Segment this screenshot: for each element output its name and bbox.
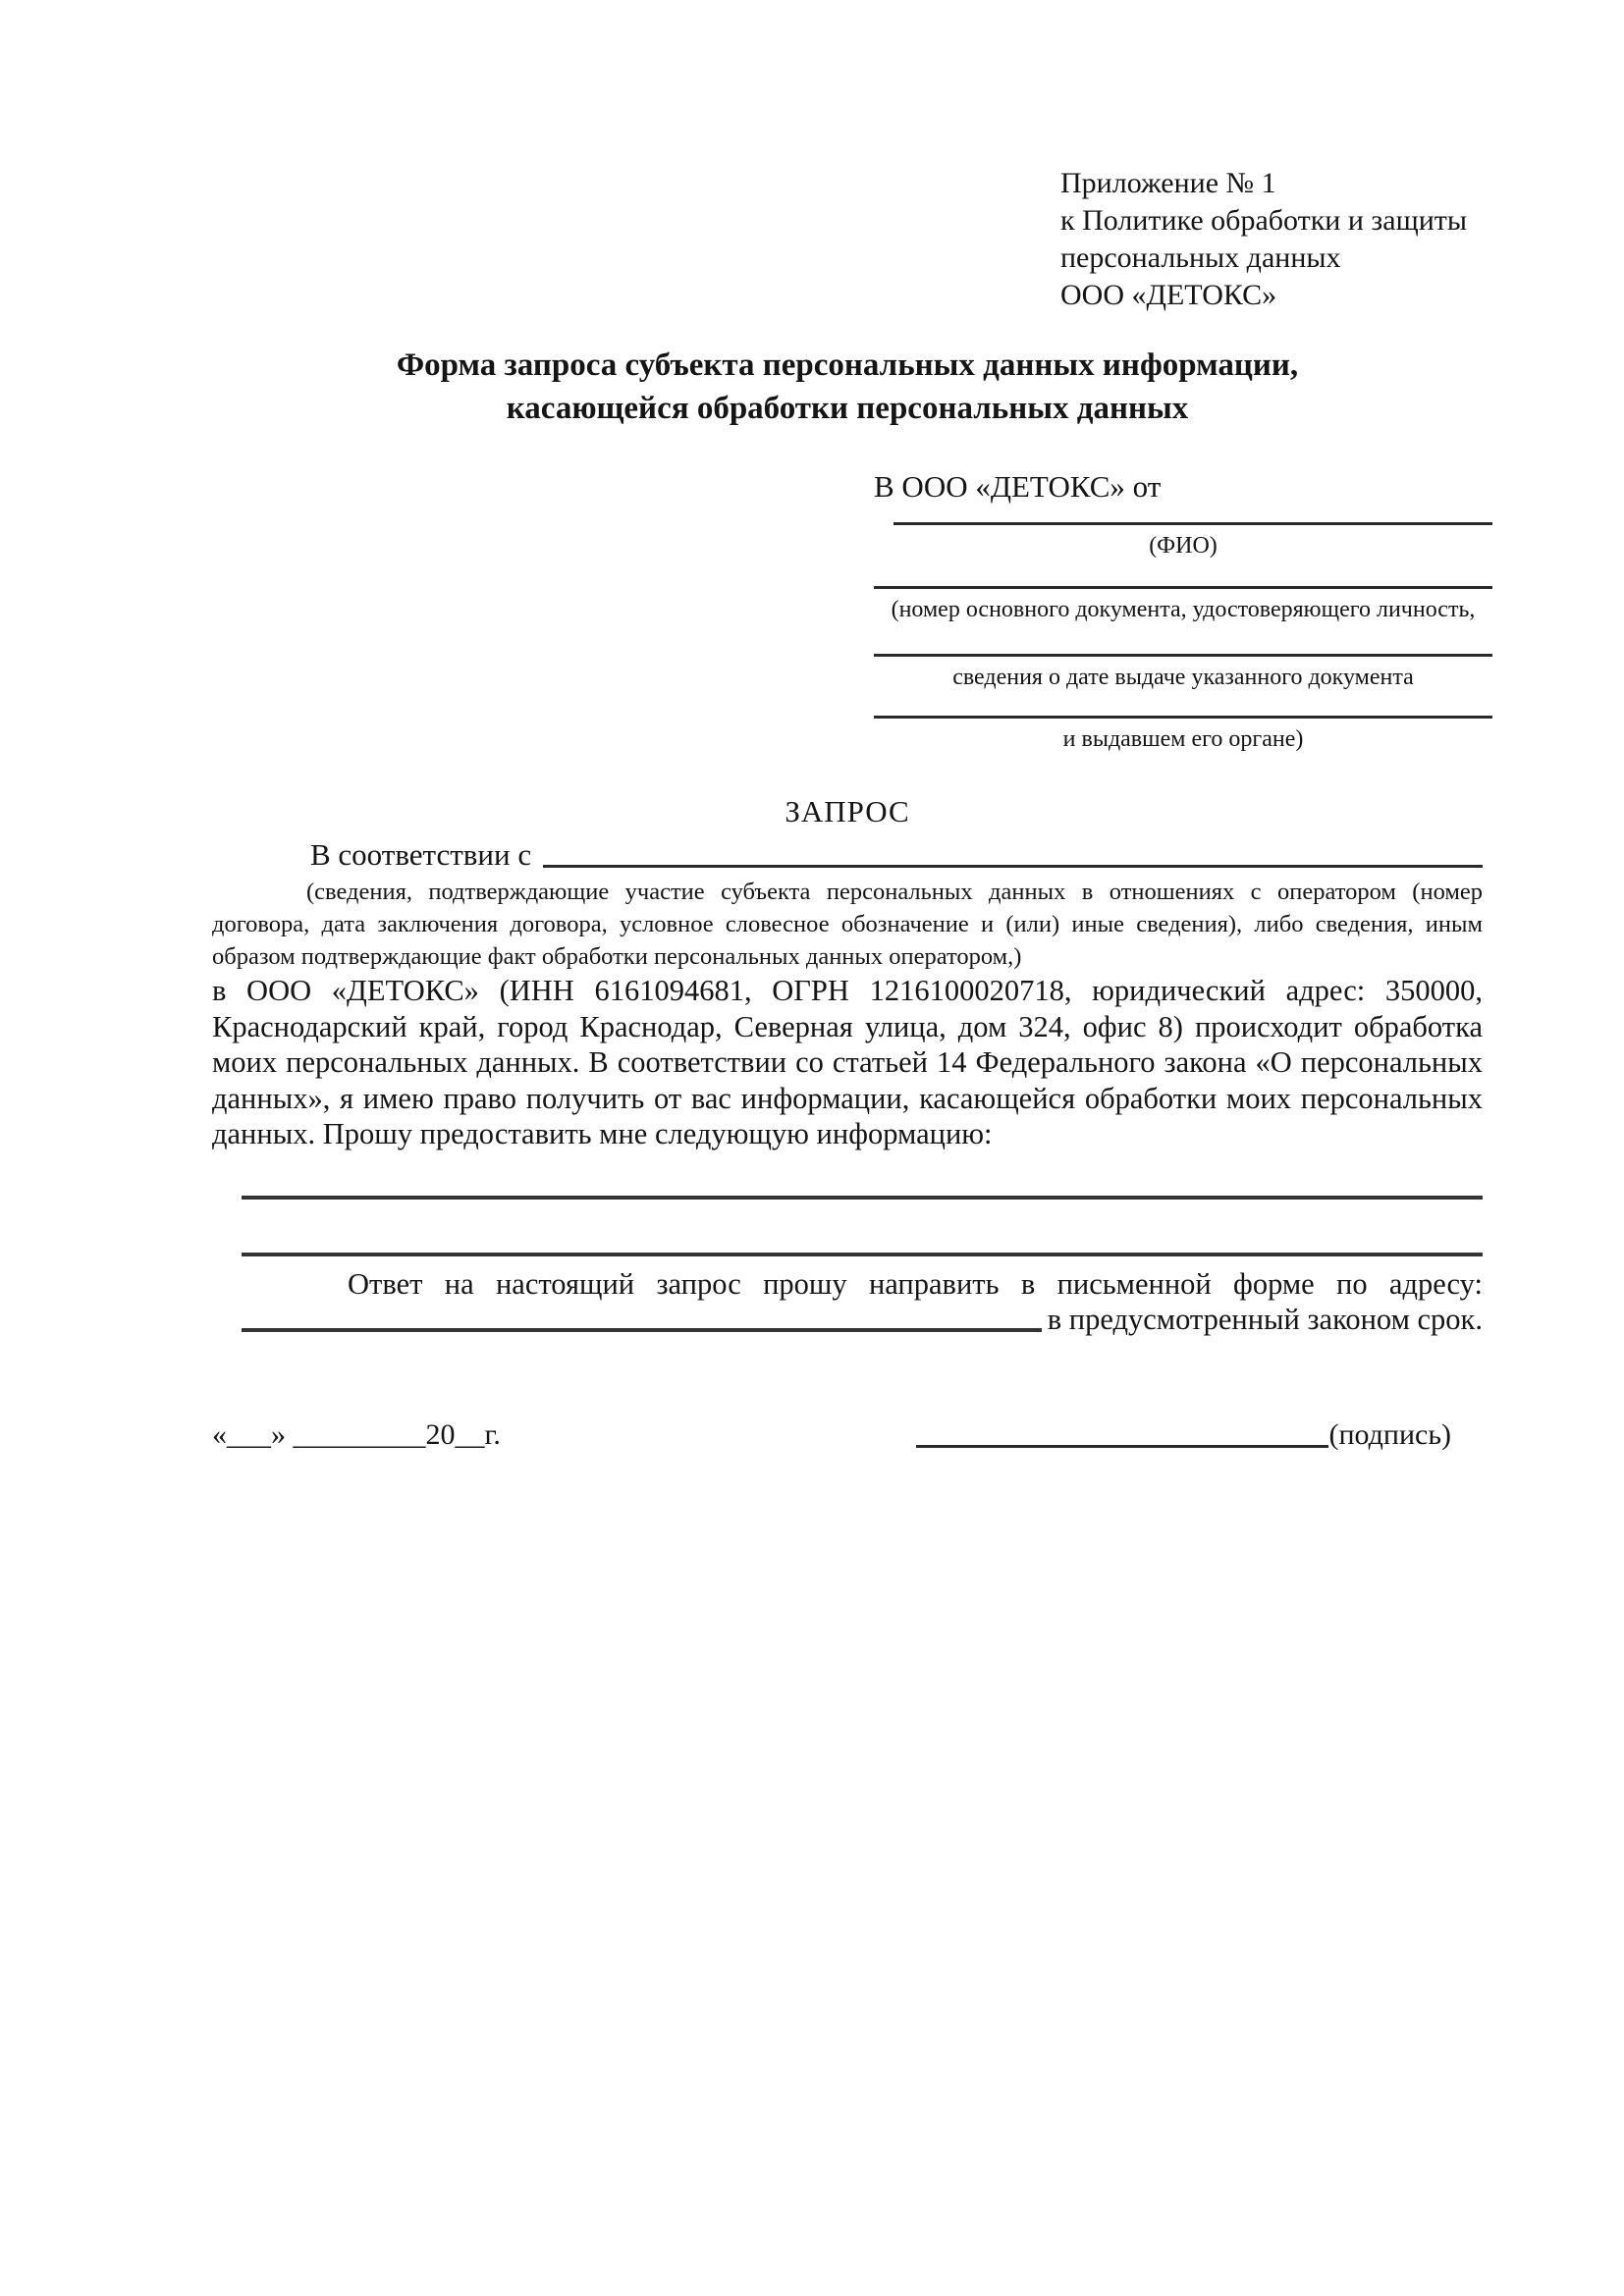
accordance-label: В соответствии с [310, 837, 532, 872]
accordance-fill-line [543, 865, 1483, 868]
issuing-authority-caption: и выдавшем его органе) [1062, 726, 1304, 752]
issuing-authority-field [874, 716, 1492, 754]
document-title [212, 344, 1483, 430]
signature-row [212, 1417, 1483, 1453]
fio-caption: (ФИО) [1149, 533, 1218, 559]
document-number-field [874, 586, 1492, 624]
appendix-line-3: персональных данных [1060, 241, 1341, 274]
addressee-to-label: В ООО «ДЕТОКС» от [874, 469, 1162, 504]
body-paragraph: в ООО «ДЕТОКС» (ИНН 6161094681, ОГРН 1216100020718, юридический адрес: 350000, Краснодарский край, город Краснодар, Северная улица, дом 324, офис 8) происходит обработка моих персональных данных. В соответствии со статьей 14 Федерального закона «О персональных данных», я имею право получить от вас информации, касающейся обработки моих персональных данных. Прошу предоставить мне следующую информацию: [212, 974, 1483, 1150]
issue-date-caption: сведения о дате выдаче указанного документа [952, 665, 1414, 690]
accordance-note: (сведения, подтверждающие участие субъекта персональных данных в отношениях с оператором (номер договора, дата заключения договора, условное словесное обозначение и (или) иные сведения), либо сведения, иным образом подтверждающие факт обработки персональных данных оператором,) [212, 879, 1483, 970]
info-fill-line-1 [242, 1196, 1483, 1200]
reply-sentence: Ответ на настоящий запрос прошу направить в письменной форме по адресу: [348, 1266, 1483, 1301]
reply-tail: в предусмотренный законом срок. [1047, 1302, 1483, 1336]
document-title-line-2: касающейся обработки персональных данных [506, 391, 1189, 426]
signature-caption: (подпись) [1328, 1417, 1451, 1451]
request-heading: ЗАПРОС [785, 794, 910, 828]
reply-address-row [212, 1302, 1483, 1337]
address-fill-line [242, 1328, 1042, 1332]
appendix-note [1060, 165, 1483, 314]
accordance-row [212, 836, 1483, 874]
document-number-fill-line [874, 586, 1492, 589]
appendix-line-1: Приложение № 1 [1060, 167, 1276, 199]
document-title-line-1: Форма запроса субъекта персональных данных информации, [396, 347, 1299, 383]
issue-date-field [874, 654, 1492, 692]
appendix-line-4: ООО «ДЕТОКС» [1060, 279, 1277, 311]
issuing-authority-fill-line [874, 716, 1492, 719]
date-field: «___» _________20__г. [212, 1417, 501, 1451]
signature-fill-line [916, 1445, 1328, 1448]
issue-date-fill-line [874, 654, 1492, 657]
signature-field [916, 1417, 1451, 1453]
fio-fill-line [893, 522, 1492, 525]
document-number-caption: (номер основного документа, удостоверяющего личность, [891, 597, 1476, 622]
info-fill-line-2 [242, 1253, 1483, 1256]
addressee-block [874, 469, 1492, 754]
appendix-line-2: к Политике обработки и защиты [1060, 204, 1468, 237]
fio-field [874, 522, 1492, 561]
